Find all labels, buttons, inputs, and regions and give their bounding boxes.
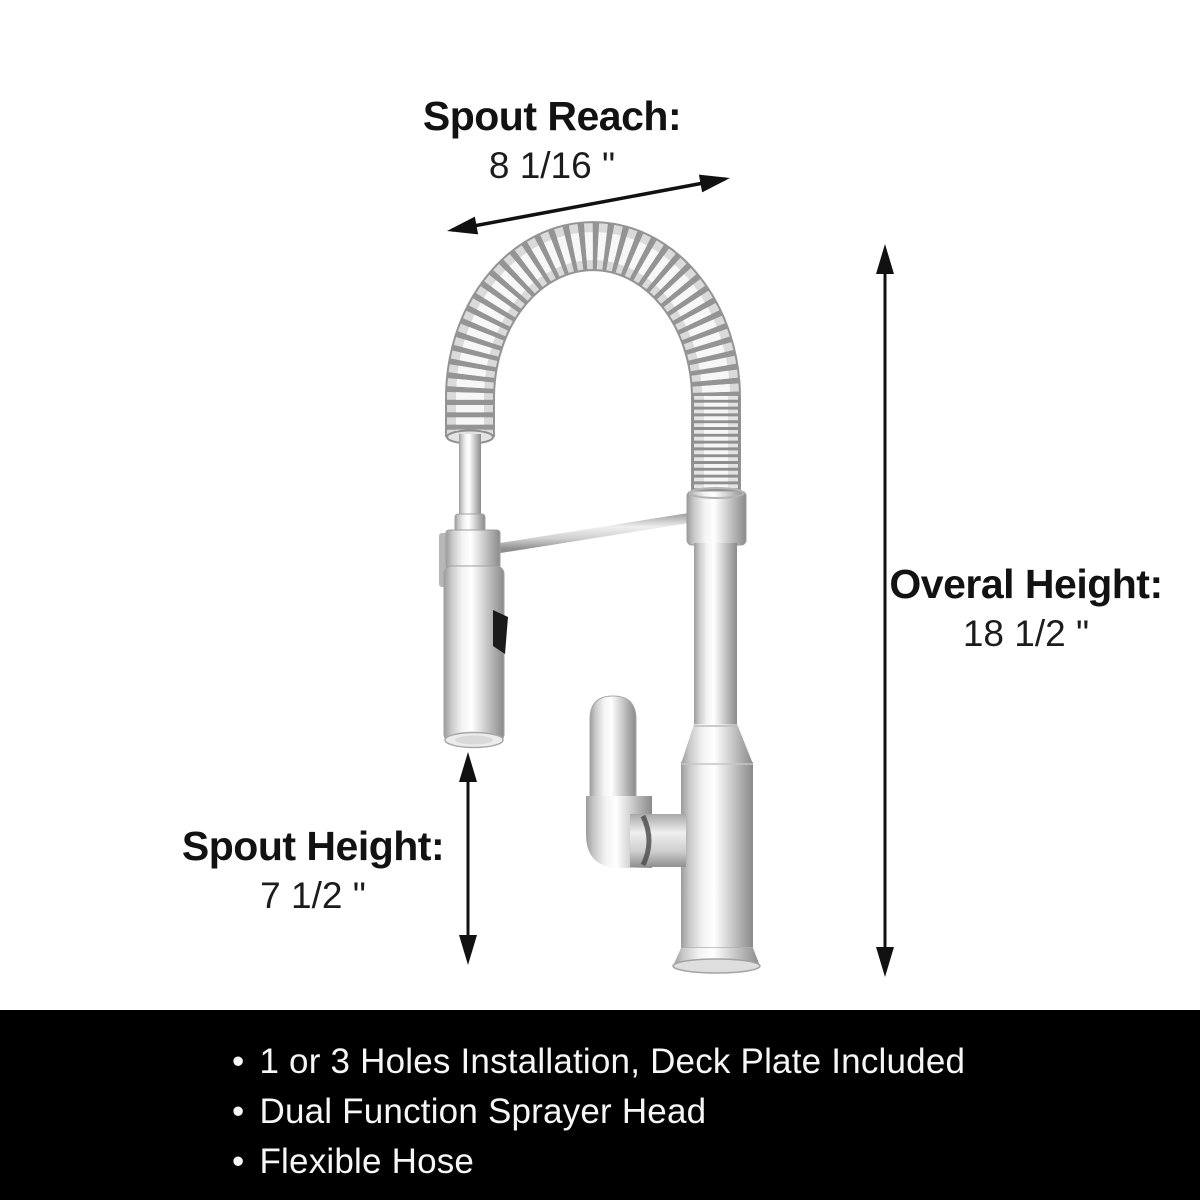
feature-item bbox=[232, 1037, 1200, 1087]
spout-reach-value: 8 1/16 " bbox=[488, 144, 616, 186]
faucet-handle bbox=[586, 696, 686, 868]
features-banner bbox=[0, 1010, 1200, 1200]
spout-height-label: Spout Height: bbox=[181, 823, 445, 869]
features-list bbox=[0, 1010, 1200, 1187]
spout-reach-label: Spout Reach: bbox=[422, 93, 682, 139]
feature-item bbox=[232, 1087, 1200, 1137]
sprayer-head bbox=[439, 434, 508, 748]
bullet-icon: • bbox=[232, 1042, 245, 1081]
feature-text: 1 or 3 Holes Installation, Deck Plate Included bbox=[259, 1042, 966, 1081]
spout-height-arrow-icon bbox=[459, 752, 477, 965]
bullet-icon: • bbox=[232, 1142, 245, 1181]
overall-height-label: Overal Height: bbox=[889, 561, 1163, 607]
support-bar bbox=[494, 511, 712, 549]
spout-height-dimension bbox=[182, 824, 444, 916]
spring-hose-coil bbox=[447, 246, 716, 492]
sprayer-trigger bbox=[493, 610, 508, 654]
overall-height-value: 18 1/2 " bbox=[962, 612, 1090, 654]
feature-text: Dual Function Sprayer Head bbox=[259, 1092, 707, 1131]
feature-text: Flexible Hose bbox=[259, 1142, 475, 1181]
spout-height-value: 7 1/2 " bbox=[260, 874, 366, 916]
faucet-body bbox=[673, 488, 760, 973]
overall-height-dimension bbox=[889, 562, 1162, 654]
feature-item bbox=[232, 1137, 1200, 1187]
bullet-icon: • bbox=[232, 1092, 245, 1131]
spout-reach-dimension bbox=[423, 94, 681, 186]
